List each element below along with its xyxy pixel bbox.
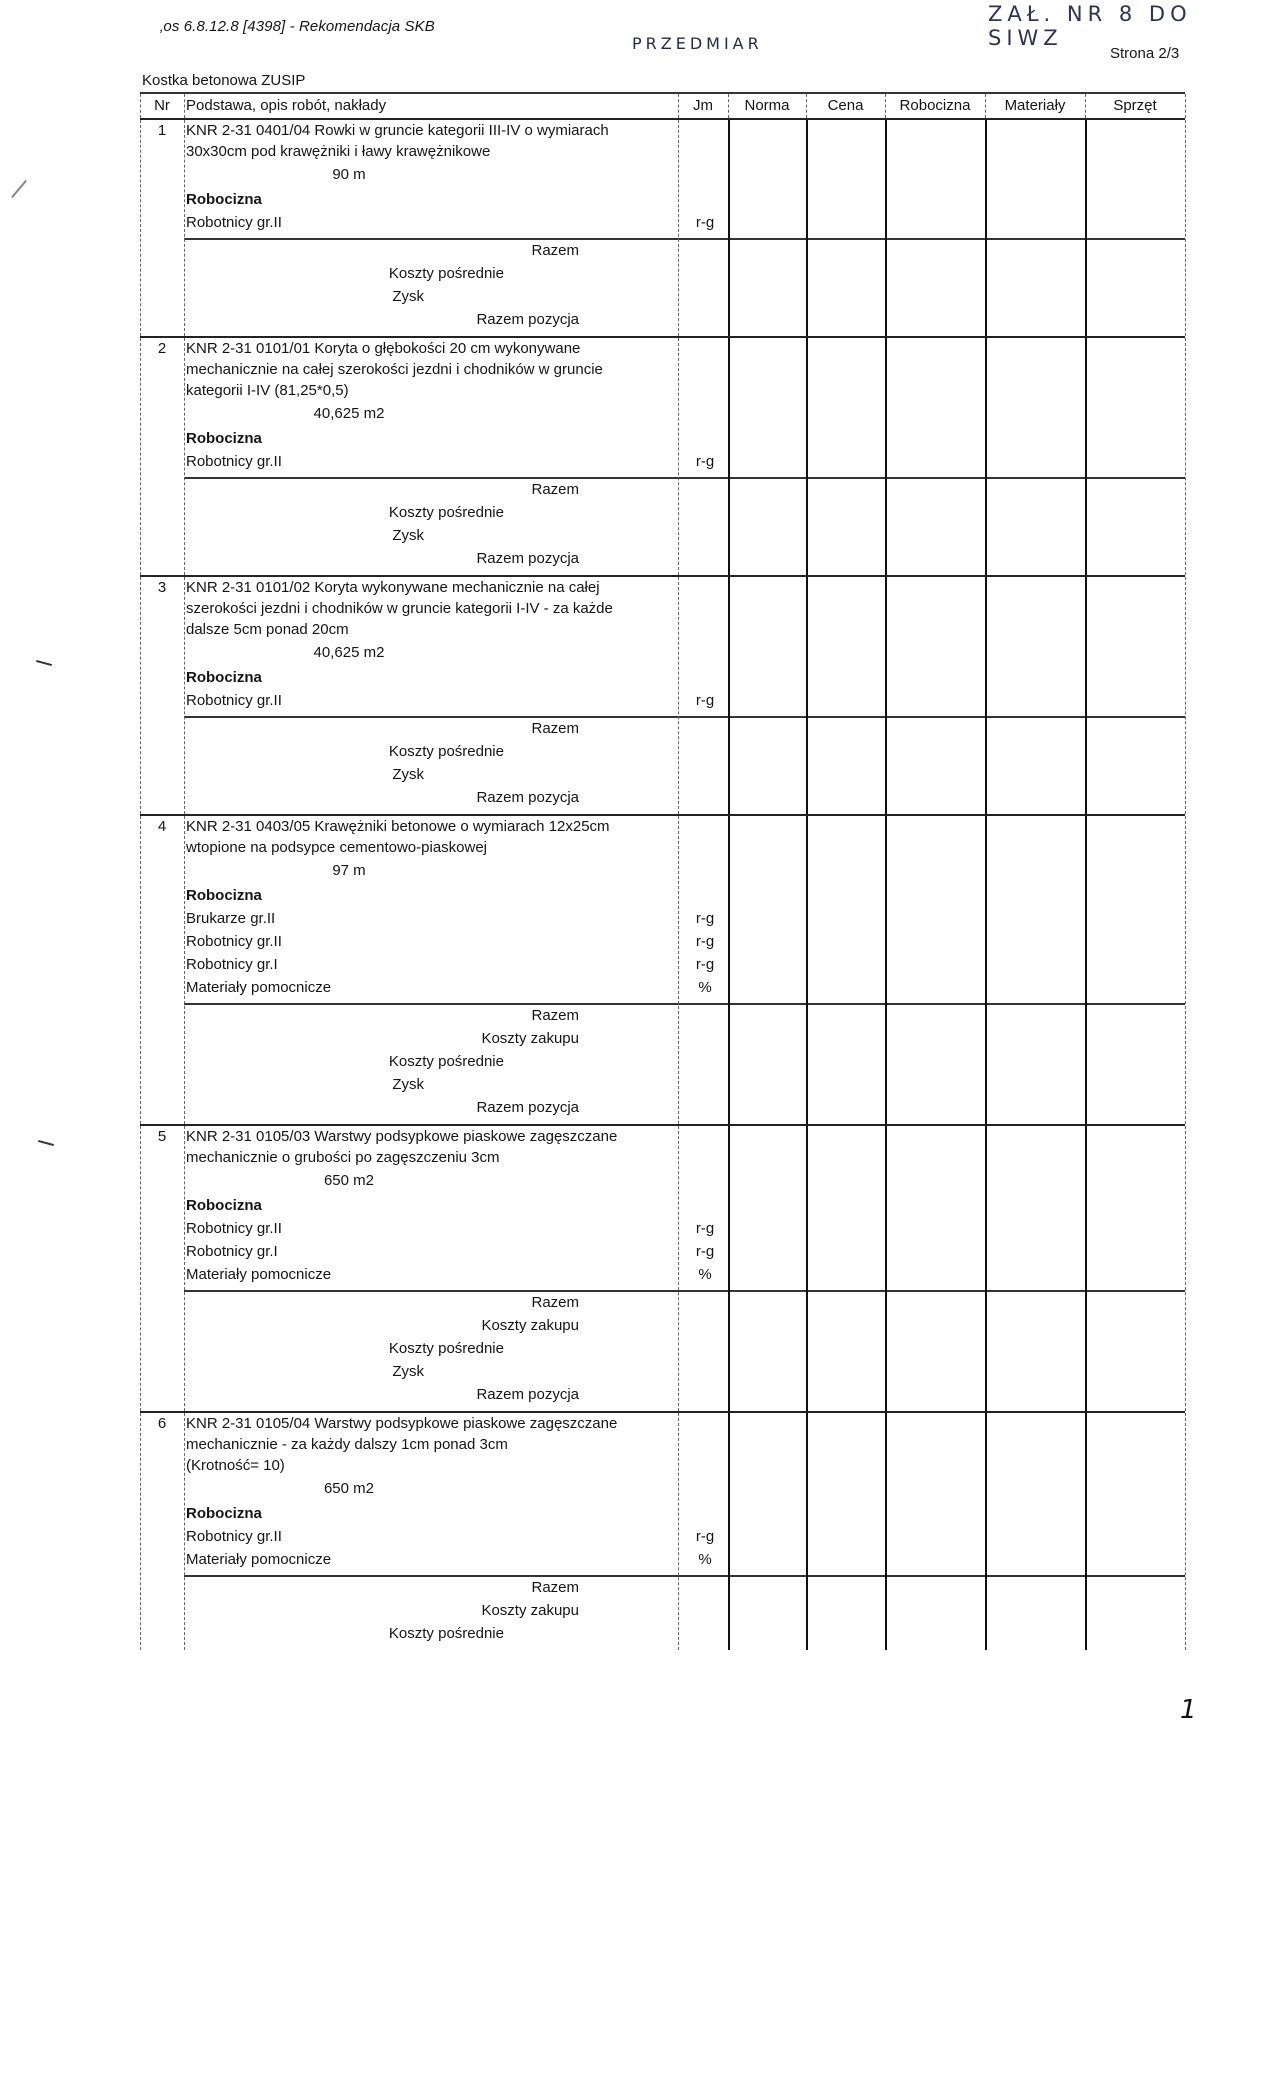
column-header: Materiały: [1004, 97, 1066, 114]
resource-name: Materiały pomocnicze: [186, 1266, 332, 1283]
table-row: [140, 1413, 1185, 1650]
resource-name: Materiały pomocnicze: [186, 979, 332, 996]
resource-name: Robotnicy gr.I: [186, 1243, 278, 1260]
column-header: Robocizna: [899, 97, 971, 114]
summary-label: Koszty pośrednie: [388, 265, 504, 282]
item-description: mechanicznie - za każdy dalszy 1cm ponad 3cm: [186, 1436, 508, 1453]
summary-label: Razem: [531, 1294, 579, 1311]
resource-unit: r-g: [695, 956, 715, 973]
column-divider: [806, 577, 808, 814]
item-description: dalsze 5cm ponad 20cm: [186, 621, 349, 638]
column-divider: [885, 338, 887, 575]
subtotal-divider: [184, 238, 1185, 240]
column-header: Cena: [827, 97, 864, 114]
subtotal-divider: [184, 477, 1185, 479]
section-title: Kostka betonowa ZUSIP: [142, 72, 306, 89]
column-divider: [184, 577, 185, 814]
handwritten-page-mark: 1: [1180, 1695, 1197, 1725]
column-divider: [140, 816, 141, 1124]
item-description: KNR 2-31 0403/05 Krawężniki betonowe o wymiarach 12x25cm: [186, 818, 610, 835]
column-divider: [678, 577, 679, 814]
item-description: KNR 2-31 0101/01 Koryta o głębokości 20 cm wykonywane: [186, 340, 581, 357]
column-divider: [140, 1126, 141, 1411]
summary-label: Koszty pośrednie: [388, 1340, 504, 1357]
resource-category: Robocizna: [186, 669, 262, 686]
column-divider: [1085, 816, 1087, 1124]
item-description: kategorii I-IV (81,25*0,5): [186, 382, 349, 399]
column-divider: [140, 338, 141, 575]
column-divider: [985, 338, 987, 575]
column-divider: [1185, 120, 1186, 336]
resource-unit: r-g: [695, 910, 715, 927]
table-row: [140, 338, 1185, 577]
item-number: 1: [157, 122, 167, 139]
summary-label: Koszty pośrednie: [388, 1053, 504, 1070]
summary-label: Razem pozycja: [476, 1386, 579, 1403]
resource-name: Robotnicy gr.II: [186, 453, 282, 470]
summary-label: Razem: [531, 720, 579, 737]
column-header: Norma: [744, 97, 790, 114]
resource-category: Robocizna: [186, 887, 262, 904]
item-number: 2: [157, 340, 167, 357]
item-number: 3: [157, 579, 167, 596]
item-quantity: 40,625 m2: [313, 644, 385, 661]
column-divider: [985, 1126, 987, 1411]
column-header: Podstawa, opis robót, nakłady: [186, 97, 387, 114]
scan-mark: [36, 660, 52, 666]
item-quantity: 650 m2: [323, 1480, 375, 1497]
scan-mark: [11, 180, 27, 198]
item-description: mechanicznie o grubości po zagęszczeniu 3cm: [186, 1149, 500, 1166]
summary-label: Koszty zakupu: [481, 1317, 579, 1334]
summary-label: Zysk: [392, 1363, 424, 1380]
column-divider: [678, 1126, 679, 1411]
summary-label: Razem: [531, 1007, 579, 1024]
column-divider: [184, 816, 185, 1124]
subtotal-divider: [184, 1290, 1185, 1292]
summary-label: Koszty pośrednie: [388, 504, 504, 521]
column-divider: [728, 120, 730, 336]
resource-name: Robotnicy gr.II: [186, 692, 282, 709]
item-number: 4: [157, 818, 167, 835]
column-divider: [806, 338, 808, 575]
item-description: KNR 2-31 0105/04 Warstwy podsypkowe piaskowe zagęszczane: [186, 1415, 618, 1432]
summary-label: Razem pozycja: [476, 789, 579, 806]
item-description: KNR 2-31 0401/04 Rowki w gruncie kategorii III-IV o wymiarach: [186, 122, 609, 139]
resource-unit: %: [698, 1551, 712, 1568]
column-divider: [806, 1413, 808, 1650]
column-divider: [1185, 1413, 1186, 1650]
column-divider: [806, 816, 808, 1124]
column-divider: [140, 120, 141, 336]
column-divider: [728, 1413, 730, 1650]
summary-label: Razem: [531, 242, 579, 259]
column-divider: [184, 1126, 185, 1411]
summary-label: Koszty pośrednie: [388, 743, 504, 760]
table-body: [140, 120, 1185, 1650]
resource-name: Robotnicy gr.II: [186, 1220, 282, 1237]
resource-unit: %: [698, 979, 712, 996]
resource-name: Brukarze gr.II: [186, 910, 276, 927]
summary-label: Koszty zakupu: [481, 1602, 579, 1619]
summary-label: Koszty zakupu: [481, 1030, 579, 1047]
item-description: szerokości jezdni i chodników w gruncie kategorii I-IV - za każde: [186, 600, 613, 617]
item-number: 6: [157, 1415, 167, 1432]
table-row: [140, 120, 1185, 338]
column-divider: [806, 1126, 808, 1411]
summary-label: Razem pozycja: [476, 311, 579, 328]
table-row: [140, 577, 1185, 816]
column-divider: [728, 577, 730, 814]
table-row: [140, 816, 1185, 1126]
resource-category: Robocizna: [186, 1505, 262, 1522]
resource-name: Robotnicy gr.I: [186, 956, 278, 973]
column-divider: [985, 1413, 987, 1650]
column-divider: [140, 577, 141, 814]
column-divider: [1085, 577, 1087, 814]
column-divider: [985, 816, 987, 1124]
resource-unit: r-g: [695, 933, 715, 950]
column-divider: [885, 816, 887, 1124]
column-divider: [885, 120, 887, 336]
column-divider: [985, 577, 987, 814]
column-divider: [1085, 120, 1087, 336]
scan-mark: [38, 1140, 54, 1146]
column-divider: [184, 120, 185, 336]
column-divider: [885, 1126, 887, 1411]
column-divider: [1185, 577, 1186, 814]
column-divider: [678, 1413, 679, 1650]
subtotal-divider: [184, 1003, 1185, 1005]
column-divider: [1185, 338, 1186, 575]
column-divider: [1185, 1126, 1186, 1411]
summary-label: Razem: [531, 1579, 579, 1596]
program-header: ‚os 6.8.12.8 [4398] - Rekomendacja SKB: [160, 18, 435, 35]
column-divider: [1085, 338, 1087, 575]
resource-name: Robotnicy gr.II: [186, 933, 282, 950]
resource-unit: r-g: [695, 1243, 715, 1260]
column-header: Jm: [693, 97, 713, 114]
summary-label: Zysk: [392, 766, 424, 783]
column-divider: [806, 120, 808, 336]
resource-unit: r-g: [695, 692, 715, 709]
resource-unit: %: [698, 1266, 712, 1283]
column-divider: [678, 816, 679, 1124]
column-divider: [184, 1413, 185, 1650]
column-header: Sprzęt: [1113, 97, 1157, 114]
summary-label: Razem pozycja: [476, 550, 579, 567]
item-description: 30x30cm pod krawężniki i ławy krawężnikowe: [186, 143, 491, 160]
item-description: wtopione na podsypce cementowo-piaskowej: [186, 839, 488, 856]
column-divider: [140, 1413, 141, 1650]
item-description: (Krotność= 10): [186, 1457, 285, 1474]
resource-name: Robotnicy gr.II: [186, 214, 282, 231]
column-header: Nr: [154, 97, 170, 114]
item-quantity: 40,625 m2: [313, 405, 385, 422]
resource-unit: r-g: [695, 1528, 715, 1545]
resource-category: Robocizna: [186, 191, 262, 208]
summary-label: Razem: [531, 481, 579, 498]
column-divider: [184, 338, 185, 575]
item-description: KNR 2-31 0101/02 Koryta wykonywane mechanicznie na całej: [186, 579, 600, 596]
resource-name: Robotnicy gr.II: [186, 1528, 282, 1545]
subtotal-divider: [184, 1575, 1185, 1577]
column-divider: [885, 1413, 887, 1650]
summary-label: Zysk: [392, 288, 424, 305]
summary-label: Zysk: [392, 1076, 424, 1093]
resource-unit: r-g: [695, 214, 715, 231]
item-description: KNR 2-31 0105/03 Warstwy podsypkowe piaskowe zagęszczane: [186, 1128, 618, 1145]
column-divider: [728, 1126, 730, 1411]
summary-label: Razem pozycja: [476, 1099, 579, 1116]
column-divider: [885, 577, 887, 814]
resource-unit: r-g: [695, 453, 715, 470]
page-number: Strona 2/3: [1110, 45, 1180, 62]
handwritten-title: PRZEDMIAR: [632, 34, 763, 53]
column-divider: [1085, 1126, 1087, 1411]
column-divider: [678, 120, 679, 336]
column-divider: [728, 816, 730, 1124]
resource-category: Robocizna: [186, 1197, 262, 1214]
item-number: 5: [157, 1128, 167, 1145]
column-divider: [184, 94, 185, 118]
summary-label: Koszty pośrednie: [388, 1625, 504, 1642]
subtotal-divider: [184, 716, 1185, 718]
column-divider: [1185, 816, 1186, 1124]
resource-unit: r-g: [695, 1220, 715, 1237]
table-row: [140, 1126, 1185, 1413]
summary-label: Zysk: [392, 527, 424, 544]
cost-table: [140, 92, 1185, 1650]
handwritten-annex-note: ZAŁ. NR 8 DO SIWZ: [988, 2, 1192, 50]
resource-name: Materiały pomocnicze: [186, 1551, 332, 1568]
column-divider: [1185, 94, 1186, 118]
table-header-row: [140, 92, 1185, 120]
column-divider: [985, 120, 987, 336]
column-divider: [1085, 1413, 1087, 1650]
item-quantity: 650 m2: [323, 1172, 375, 1189]
item-description: mechanicznie na całej szerokości jezdni i chodników w gruncie: [186, 361, 603, 378]
item-quantity: 97 m: [332, 862, 366, 879]
item-quantity: 90 m: [332, 166, 366, 183]
column-divider: [678, 338, 679, 575]
resource-category: Robocizna: [186, 430, 262, 447]
column-divider: [728, 338, 730, 575]
